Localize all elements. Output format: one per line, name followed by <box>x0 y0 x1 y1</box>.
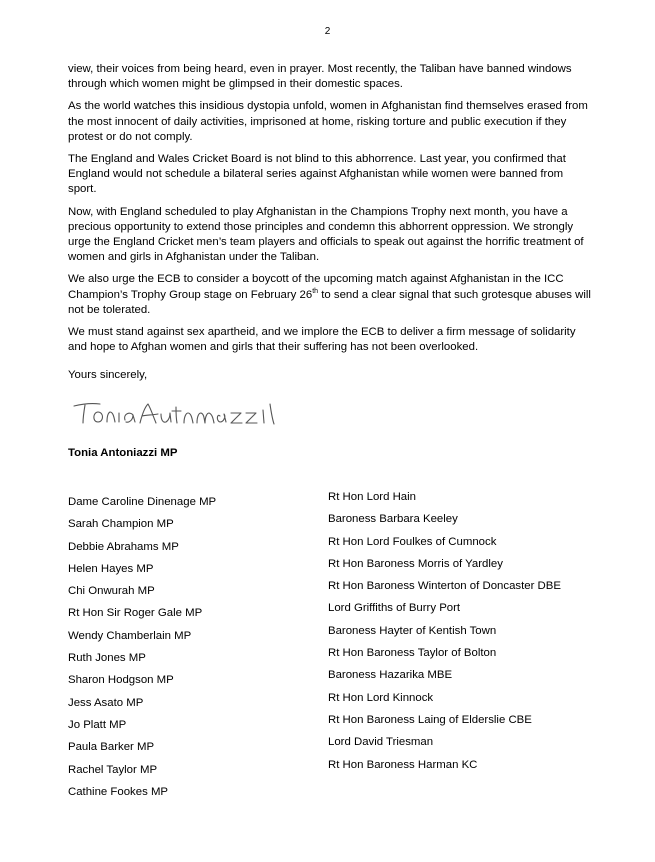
boycott-text-before: We also urge the ECB to consider a boycott of the upcoming match against Afghanistan in the ICC Champion’s Trophy Group stage on February 26 <box>68 273 564 301</box>
signatory-list-item: Rt Hon Lord Hain <box>328 491 417 503</box>
signatory-list-item: Jess Asato MP <box>68 696 144 709</box>
letter-body <box>68 62 593 362</box>
paragraph-ecb-abhorrence: The England and Wales Cricket Board is not blind to this abhorrence. Last year, you confirmed that England would not schedule a bilateral series against Afghanistan while women were banned from sport. <box>68 153 566 196</box>
paragraph-dystopia: As the world watches this insidious dystopia unfold, women in Afghanistan find themselves erased from the most innocent of daily activities, imprisoned at home, risking torture and public execution if they protest or do not comply. <box>68 100 588 143</box>
paragraph-boycott <box>68 272 593 318</box>
signatory-list-item: Jo Platt MP <box>68 718 127 731</box>
signatory-name: Tonia Antoniazzi MP <box>68 447 178 459</box>
boycott-superscript: th <box>312 287 319 295</box>
signatory-list-item: Rt Hon Baroness Laing of Elderslie CBE <box>328 713 532 726</box>
signatory-list-item: Rt Hon Baroness Taylor of Bolton <box>328 647 497 660</box>
signatory-list-item: Sharon Hodgson MP <box>68 674 174 687</box>
boycott-text-after: to send a clear signal that such grotesque abuses will not be tolerated. <box>68 288 591 316</box>
signatory-list-item: Rt Hon Baroness Harman KC <box>328 758 478 771</box>
signatory-list-item: Rt Hon Baroness Winterton of Doncaster DBE <box>328 580 561 593</box>
page-number: 2 <box>324 26 331 37</box>
signatory-list-item: Baroness Hayter of Kentish Town <box>328 624 497 637</box>
signatory-list-item: Rt Hon Sir Roger Gale MP <box>68 607 203 620</box>
signatory-list-item: Sarah Champion MP <box>68 518 174 531</box>
signatory-list-item: Rt Hon Lord Kinnock <box>328 691 434 704</box>
signatories-lords-list <box>328 490 561 780</box>
signatory-list-item: Lord David Triesman <box>328 736 434 749</box>
signatories-commons-list <box>68 495 216 807</box>
signatory-list-item: Rt Hon Baroness Morris of Yardley <box>328 557 503 570</box>
signatory-list-item: Rachel Taylor MP <box>68 763 158 776</box>
signatory-list-item: Lord Griffiths of Burry Port <box>328 602 461 615</box>
signatory-list-item: Debbie Abrahams MP <box>68 540 179 553</box>
signatory-list-item: Baroness Barbara Keeley <box>328 513 458 526</box>
paragraph-prayer: view, their voices from being heard, even in prayer. Most recently, the Taliban have banned windows through which women might be glimpsed in their domestic spaces. <box>68 63 572 91</box>
signatory-list-item: Chi Onwurah MP <box>68 585 155 598</box>
signatory-list-item: Wendy Chamberlain MP <box>68 629 192 642</box>
signatory-list-item: Rt Hon Lord Foulkes of Cumnock <box>328 535 497 548</box>
signatory-list-item: Paula Barker MP <box>68 741 155 754</box>
signatory-list-item: Helen Hayes MP <box>68 562 154 575</box>
paragraph-champions-trophy: Now, with England scheduled to play Afghanistan in the Champions Trophy next month, you have a precious opportunity to extend those principles and condemn this abhorrent oppression. We strongly urge the England Cricket men’s team players and officials to speak out against the horrific treatment of women and girls in Afghanistan under the Taliban. <box>68 205 584 264</box>
signatory-list-item: Ruth Jones MP <box>68 652 146 665</box>
signatory-list-item: Baroness Hazarika MBE <box>328 669 453 682</box>
paragraph-sex-apartheid: We must stand against sex apartheid, and we implore the ECB to deliver a firm message of solidarity and hope to Afghan women and girls that their suffering has not been overlooked. <box>68 326 576 354</box>
signatory-list-item: Dame Caroline Dinenage MP <box>68 496 217 508</box>
handwritten-signature <box>70 396 285 432</box>
signatory-list-item: Cathine Fookes MP <box>68 785 169 798</box>
closing-salutation: Yours sincerely, <box>68 369 148 381</box>
